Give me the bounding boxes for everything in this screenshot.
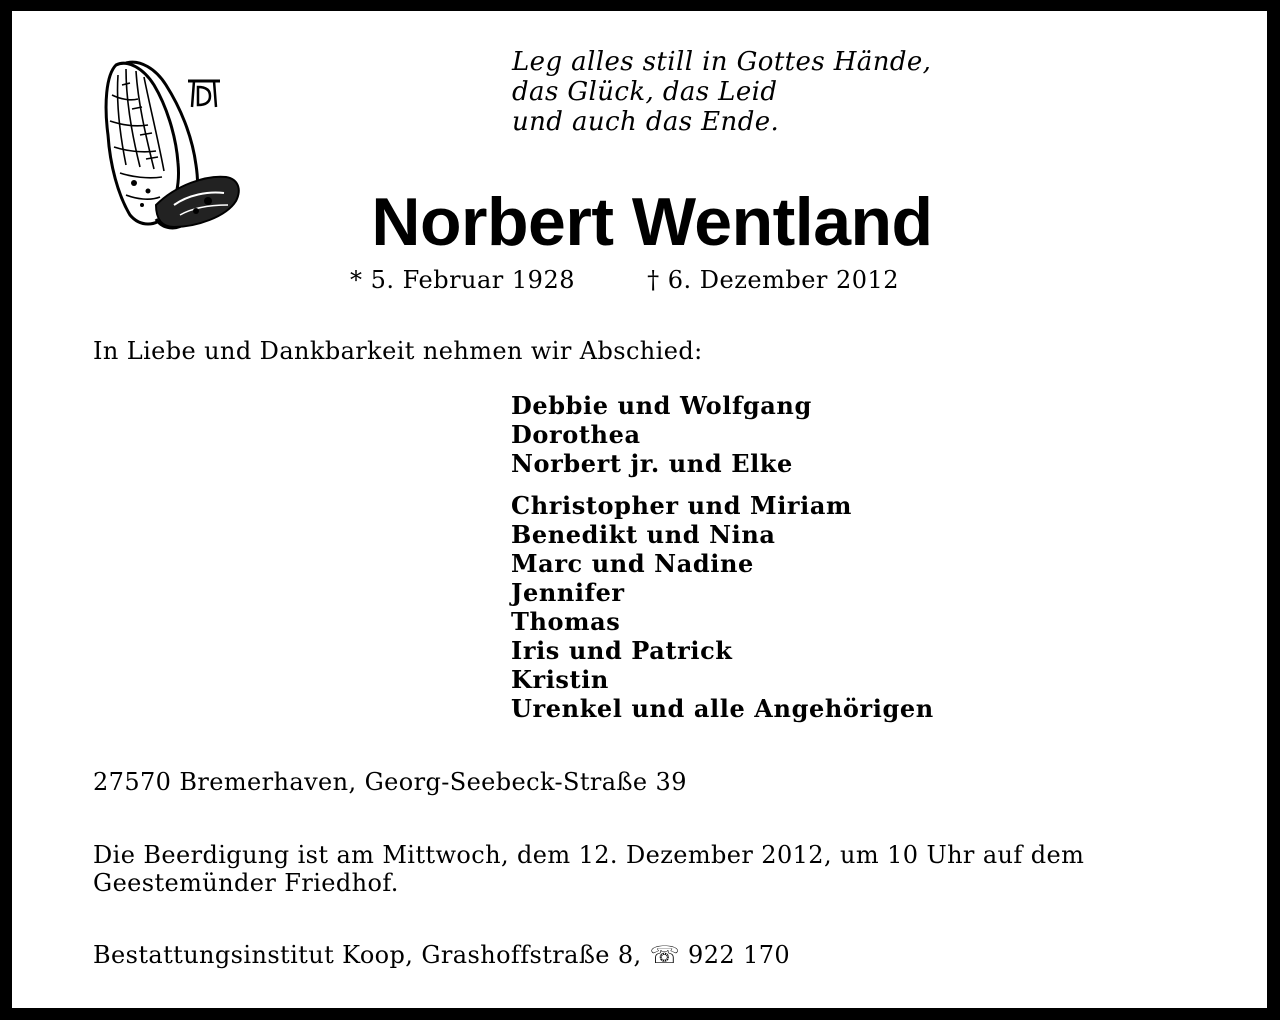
- mourner-name: Dorothea: [511, 420, 641, 449]
- mourners-group-1: [511, 391, 812, 478]
- farewell-intro: In Liebe und Dankbarkeit nehmen wir Abschied:: [93, 337, 703, 365]
- birth-date: * 5. Februar 1928: [350, 266, 575, 294]
- quote-line: Leg alles still in Gottes Hände,: [512, 47, 932, 77]
- obituary-notice: [12, 11, 1267, 1008]
- deceased-name: Norbert Wentland: [371, 184, 933, 260]
- mourner-name: Debbie und Wolfgang: [511, 391, 812, 420]
- mourner-name: Kristin: [511, 665, 609, 694]
- undertaker-info: Bestattungsinstitut Koop, Grashoffstraße 8, ☏ 922 170: [93, 941, 791, 969]
- funeral-line: Geestemünder Friedhof.: [93, 869, 399, 897]
- mourner-name: Benedikt und Nina: [511, 520, 776, 549]
- family-address: 27570 Bremerhaven, Georg-Seebeck-Straße 39: [93, 768, 687, 796]
- life-dates: [350, 265, 899, 295]
- mourner-name: Thomas: [511, 607, 621, 636]
- mourners-group-2: [511, 491, 934, 723]
- mourner-name: Marc und Nadine: [511, 549, 754, 578]
- quote-verse: [512, 47, 931, 137]
- mourner-name: Jennifer: [511, 578, 625, 607]
- quote-line: das Glück, das Leid: [512, 77, 778, 107]
- mourner-name: Norbert jr. und Elke: [511, 449, 793, 478]
- duerer-monogram-icon: [186, 77, 222, 109]
- funeral-line: Die Beerdigung ist am Mittwoch, dem 12. Dezember 2012, um 10 Uhr auf dem: [93, 841, 1085, 869]
- mourner-name: Christopher und Miriam: [511, 491, 853, 520]
- death-date: † 6. Dezember 2012: [647, 266, 900, 294]
- mourner-name: Urenkel und alle Angehörigen: [511, 694, 934, 723]
- funeral-info: [93, 841, 1084, 897]
- mourner-name: Iris und Patrick: [511, 636, 733, 665]
- quote-line: und auch das Ende.: [512, 107, 780, 137]
